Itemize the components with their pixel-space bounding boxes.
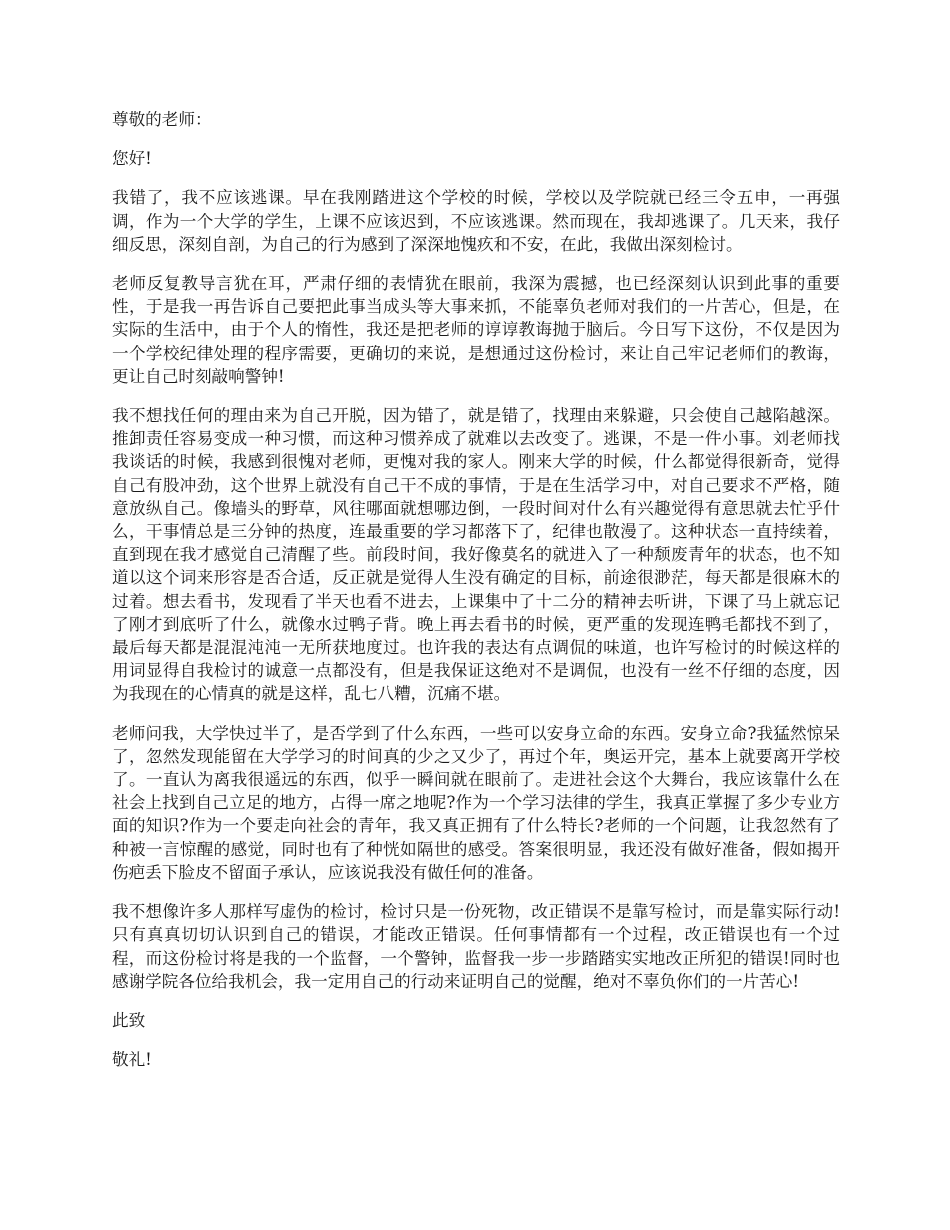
- letter-greeting: 您好!: [112, 149, 152, 169]
- letter-regards: 敬礼!: [112, 1050, 152, 1070]
- letter-salutation: 尊敬的老师：: [112, 110, 212, 129]
- letter-document: [112, 108, 840, 1087]
- letter-paragraph: 老师问我，大学快过半了，是否学到了什么东西，一些可以安身立命的东西。安身立命?我猛然惊呆了，忽然发现能留在大学学习的时间真的少之又少了，再过个年，奥运开完，基本上就要离开学校了。一直认为离我很遥远的东西，似乎一瞬间就在眼前了。走进社会这个大舞台，我应该靠什么在社会上找到自己立足的地方，占得一席之地呢?作为一个学习法律的学生，我真正掌握了多少专业方面的知识?作为一个要走向社会的青年，我又真正拥有了什么特长?老师的一个问题，让我忽然有了种被一言惊醒的感觉，同时也有了种恍如隔世的感受。答案很明显，我还没有做好准备，假如揭开伤疤丢下脸皮不留面子承认，应该说我没有做任何的准备。: [112, 723, 840, 882]
- letter-paragraph: 我错了，我不应该逃课。早在我刚踏进这个学校的时候，学校以及学院就已经三令五申，一再强调，作为一个大学的学生，上课不应该迟到，不应该逃课。然而现在，我却逃课了。几天来，我仔细反思，深刻自剖，为自己的行为感到了深深地愧疚和不安，在此，我做出深刻检讨。: [112, 188, 840, 254]
- letter-paragraph: 老师反复教导言犹在耳，严肃仔细的表情犹在眼前，我深为震撼，也已经深刻认识到此事的重要性，于是我一再告诉自己要把此事当成头等大事来抓，不能辜负老师对我们的一片苦心，但是，在实际的生活中，由于个人的惰性，我还是把老师的谆谆教诲抛于脑后。今日写下这份，不仅是因为一个学校纪律处理的程序需要，更确切的来说，是想通过这份检讨，来让自己牢记老师们的教诲，更让自己时刻敲响警钟!: [112, 274, 840, 386]
- letter-closing: 此致: [112, 1010, 146, 1030]
- letter-paragraph: 我不想找任何的理由来为自己开脱，因为错了，就是错了，找理由来躲避，只会使自己越陷越深。推卸责任容易变成一种习惯，而这种习惯养成了就难以去改变了。逃课，不是一件小事。刘老师找我谈话的时候，我感到很愧对老师，更愧对我的家人。刚来大学的时候，什么都觉得很新奇，觉得自己有股冲劲，这个世界上就没有自己干不成的事情，于是在生活学习中，对自己要求不严格，随意放纵自己。像墙头的野草，风往哪面就想哪边倒，一段时间对什么有兴趣觉得有意思就去忙乎什么，干事情总是三分钟的热度，连最重要的学习都落下了，纪律也散漫了。这种状态一直持续着，直到现在我才感觉自己清醒了些。前段时间，我好像莫名的就进入了一种颓废青年的状态，也不知道以这个词来形容是否合适，反正就是觉得人生没有确定的目标，前途很渺茫，每天都是很麻木的过着。想去看书，发现看了半天也看不进去，上课集中了十二分的精神去听讲，下课了马上就忘记了刚才到底听了什么，就像水过鸭子背。晚上再去看书的时候，更严重的发现连鸭毛都找不到了，最后每天都是混混沌沌一无所获地度过。也许我的表达有点调侃的味道，也许写检讨的时候这样的用词显得自我检讨的诚意一点都没有，但是我保证这绝对不是调侃，也没有一丝不仔细的态度，因为我现在的心情真的就是这样，乱七八糟，沉痛不堪。: [112, 406, 840, 704]
- letter-paragraph: 我不想像许多人那样写虚伪的检讨，检讨只是一份死物，改正错误不是靠写检讨，而是靠实际行动!只有真真切切认识到自己的错误，才能改正错误。任何事情都有一个过程，改正错误也有一个过程，而这份检讨将是我的一个监督，一个警钟，监督我一步一步踏踏实实地改正所犯的错误!同时也感谢学院各位给我机会，我一定用自己的行动来证明自己的觉醒，绝对不辜负你们的一片苦心!: [112, 902, 840, 991]
